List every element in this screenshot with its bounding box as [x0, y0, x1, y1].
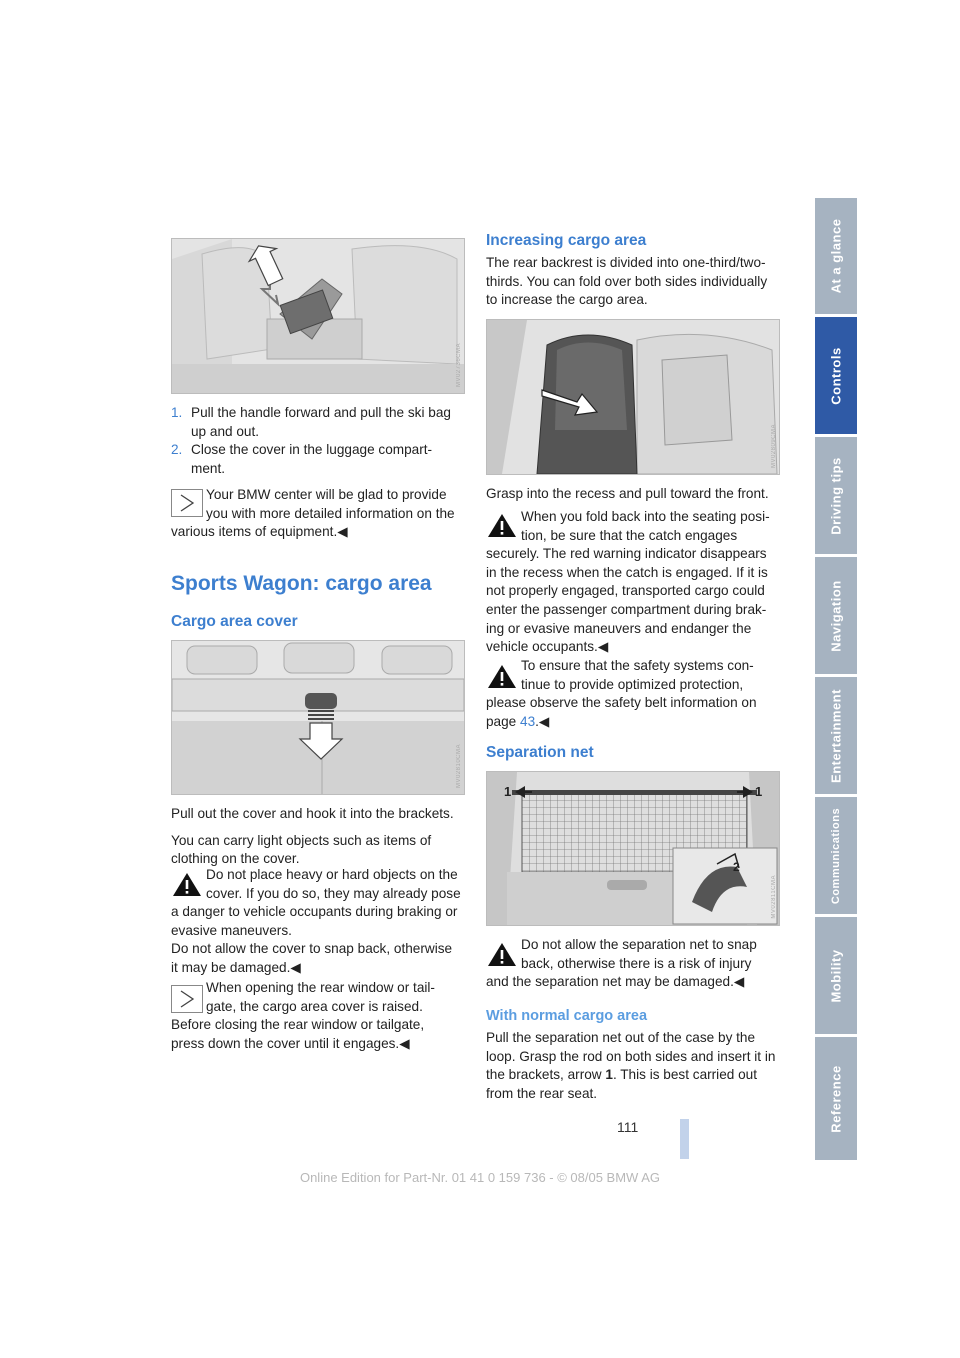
note-text: Your BMW center will be glad to provide you with more detailed information on the various items of equipment.◀ — [171, 487, 455, 540]
subsection-heading: Increasing cargo area — [486, 232, 647, 249]
increase-text: The rear backrest is divided into one-third/two- thirds. You can fold over both sides individually to increase the cargo area. — [486, 255, 768, 308]
note-text: When opening the rear window or tail- gate, the cargo area cover is raised. Before closing the rear window or tailgate, press down the cover until it engages.◀ — [171, 980, 435, 1051]
step-list — [171, 404, 471, 478]
step-1: 1. Pull the handle forward and pull the ski bag — [171, 404, 471, 423]
step-2: 2. Close the cover in the luggage compart- — [171, 441, 471, 460]
tab-controls[interactable]: Controls — [815, 317, 857, 434]
step-number: 1. — [171, 405, 183, 420]
tab-communications[interactable]: Communications — [815, 797, 857, 914]
arrow-label-1: 1 — [504, 784, 512, 799]
warning-text: Do not place heavy or hard objects on the cover. If you do so, they may already pose a danger to vehicle occupants during braking or evasive maneuvers. Do not allow the cover to snap back, otherwise it may be damaged.◀ — [171, 867, 461, 975]
page-number: 111 — [617, 1119, 639, 1135]
subsection-heading: With normal cargo area — [486, 1008, 648, 1024]
tab-entertainment[interactable]: Entertainment — [815, 677, 857, 794]
warning-text: Do not allow the separation net to snap back, otherwise there is a risk of injury and the separation net may be damaged.◀ — [486, 937, 757, 990]
subsection-heading: Separation net — [486, 744, 594, 761]
backrest-figure — [486, 319, 780, 475]
arrow-label-1: 1 — [755, 784, 763, 799]
step-2-cont: ment. — [191, 460, 225, 476]
footer-edition: Online Edition for Part-Nr. 01 41 0 159 736 - © 08/05 BMW AG — [299, 1170, 661, 1185]
figure-code: MV02811CMA — [771, 875, 777, 919]
cargo-cover-figure — [171, 640, 465, 795]
page-marker — [680, 1119, 689, 1159]
grasp-text: Grasp into the recess and pull toward the front. — [486, 486, 769, 501]
tab-reference[interactable]: Reference — [815, 1037, 857, 1160]
figure-code: MV02736CMA — [456, 342, 462, 387]
figure-code: MV02809CMA — [771, 423, 777, 468]
warning-text: To ensure that the safety systems con- tinue to provide optimized protection, please observe the safety belt information on page 43.◀ — [486, 658, 757, 729]
step-1-cont: up and out. — [191, 423, 260, 439]
step-number: 2. — [171, 442, 183, 458]
ski-bag-figure — [171, 238, 465, 394]
warning-text: When you fold back into the seating posi- tion, be sure that the catch engages securely. The red warning indicator disappears in the recess when the catch is engaged. If it is not properly engaged, transported cargo could enter the passenger compartment during brak- ing or evasive maneuvers and endanger the vehicle occupants.◀ — [486, 509, 770, 655]
section-heading: Sports Wagon: cargo area — [171, 572, 432, 595]
normal-cargo-text: Pull the separation net out of the case by the loop. Grasp the rod on both sides and insert it in the brackets, arrow 1. This is best carried out from the rear seat. — [486, 1030, 776, 1101]
separation-net-figure — [486, 771, 780, 926]
arrow-label-2: 2 — [733, 860, 740, 874]
cover-text: Pull out the cover and hook it into the brackets. You can carry light objects such as items of clothing on the cover. — [171, 806, 454, 867]
tab-driving-tips[interactable]: Driving tips — [815, 437, 857, 554]
chapter-tabs — [815, 198, 857, 1160]
tab-navigation[interactable]: Navigation — [815, 557, 857, 674]
figure-code: MV02810CMA — [456, 743, 462, 788]
tab-at-a-glance[interactable]: At a glance — [815, 198, 857, 314]
tab-mobility[interactable]: Mobility — [815, 917, 857, 1034]
page-link[interactable]: 43 — [520, 713, 536, 729]
subsection-heading: Cargo area cover — [171, 613, 298, 630]
